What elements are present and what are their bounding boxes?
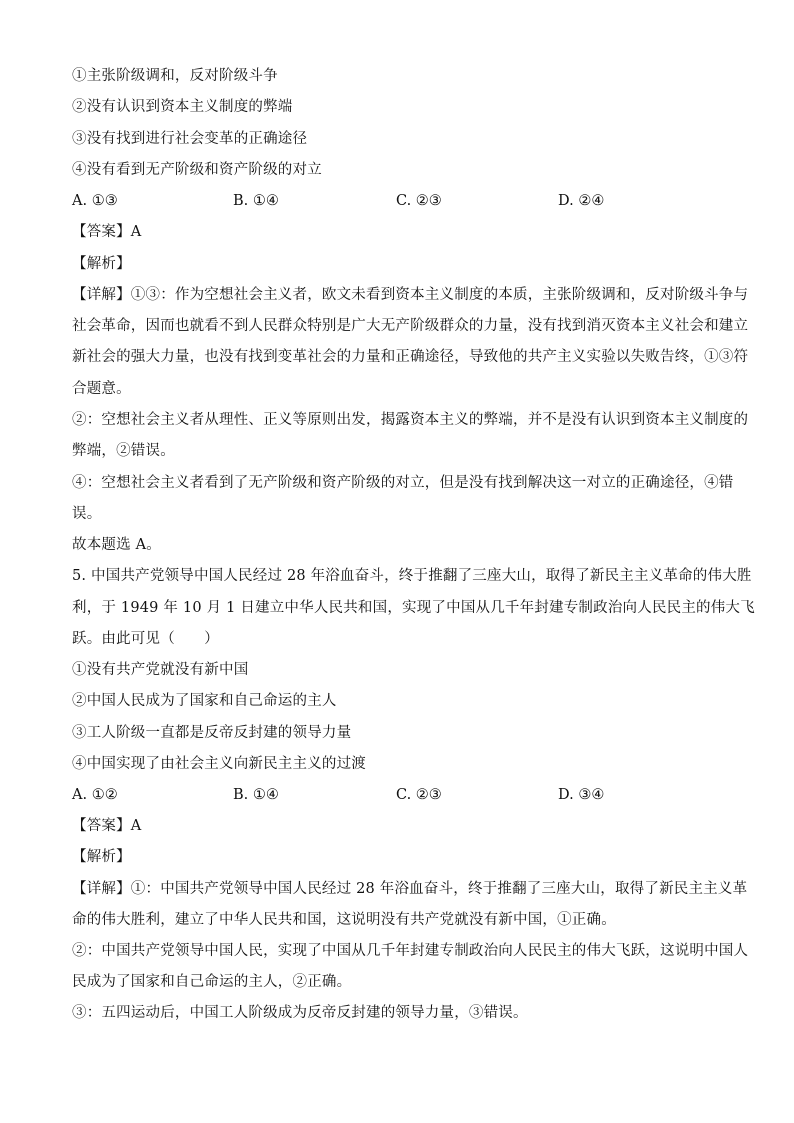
q5-choice-4: ④中国实现了由社会主义向新民主主义的过渡 (72, 756, 366, 772)
q4-detail-line: 误。 (72, 506, 102, 522)
q5-choice-3: ③工人阶级一直都是反帝反封建的领导力量 (72, 725, 352, 741)
q5-detail-line: 【详解】①：中国共产党领导中国人民经过 28 年浴血奋斗，终于推翻了三座大山，取得了新民主主义革 (72, 881, 748, 897)
q5-option-b: B. ①④ (233, 787, 279, 803)
q5-stem-line: 利，于 1949 年 10 月 1 日建立中华人民共和国，实现了中国从几千年封建专制政治向人民民主的伟大飞 (72, 600, 755, 616)
q4-option-c: C. ②③ (396, 193, 442, 209)
q5-detail-line: ②：中国共产党领导中国人民，实现了中国从几千年封建专制政治向人民民主的伟大飞跃，这说明中国人 (72, 943, 749, 959)
q5-detail-line: 命的伟大胜利，建立了中华人民共和国，这说明没有共产党就没有新中国，①正确。 (72, 912, 616, 928)
q5-options (72, 785, 732, 805)
q4-choice-2: ②没有认识到资本主义制度的弊端 (72, 99, 293, 115)
q4-detail-line: ④：空想社会主义者看到了无产阶级和资产阶级的对立，但是没有找到解决这一对立的正确途径，④错 (72, 475, 734, 491)
q5-option-a: A. ①② (72, 787, 118, 803)
q5-option-d: D. ③④ (558, 787, 605, 803)
q5-option-c: C. ②③ (396, 787, 442, 803)
q4-detail-line: 【详解】①③：作为空想社会主义者，欧文未看到资本主义制度的本质，主张阶级调和，反对阶级斗争与 (72, 287, 749, 303)
q5-detail-line: 民成为了国家和自己命运的主人，②正确。 (72, 974, 352, 990)
q4-detail-line: ②：空想社会主义者从理性、正义等原则出发，揭露资本主义的弊端，并不是没有认识到资本主义制度的 (72, 412, 749, 428)
q4-option-b: B. ①④ (233, 193, 279, 209)
q4-detail-line: 故本题选 A。 (72, 537, 161, 553)
q5-choice-1: ①没有共产党就没有新中国 (72, 662, 249, 678)
q5-detail-line: ③：五四运动后，中国工人阶级成为反帝反封建的领导力量，③错误。 (72, 1005, 528, 1021)
q5-analysis-label: 【解析】 (72, 849, 131, 865)
q5-stem-line: 跃。由此可见（ ） (72, 631, 219, 647)
q4-option-a: A. ①③ (72, 193, 118, 209)
q4-choice-3: ③没有找到进行社会变革的正确途径 (72, 131, 308, 147)
q5-stem-line: 5. 中国共产党领导中国人民经过 28 年浴血奋斗，终于推翻了三座大山，取得了新民主主义革命的伟大胜 (72, 568, 752, 584)
q4-choice-1: ①主张阶级调和，反对阶级斗争 (72, 68, 278, 84)
q4-answer: 【答案】A (72, 224, 142, 240)
q4-detail-line: 弊端，②错误。 (72, 443, 175, 459)
q4-options (72, 191, 732, 211)
q4-detail-line: 合题意。 (72, 381, 131, 397)
q4-analysis-label: 【解析】 (72, 256, 131, 272)
q5-answer: 【答案】A (72, 818, 142, 834)
q4-detail-line: 新社会的强大力量，也没有找到变革社会的力量和正确途径，导致他的共产主义实验以失败告终，①③符 (72, 349, 749, 365)
q4-detail-line: 社会革命，因而也就看不到人民群众特别是广大无产阶级群众的力量，没有找到消灭资本主义社会和建立 (72, 318, 749, 334)
q4-choice-4: ④没有看到无产阶级和资产阶级的对立 (72, 162, 322, 178)
q4-option-d: D. ②④ (558, 193, 605, 209)
q5-choice-2: ②中国人民成为了国家和自己命运的主人 (72, 693, 337, 709)
